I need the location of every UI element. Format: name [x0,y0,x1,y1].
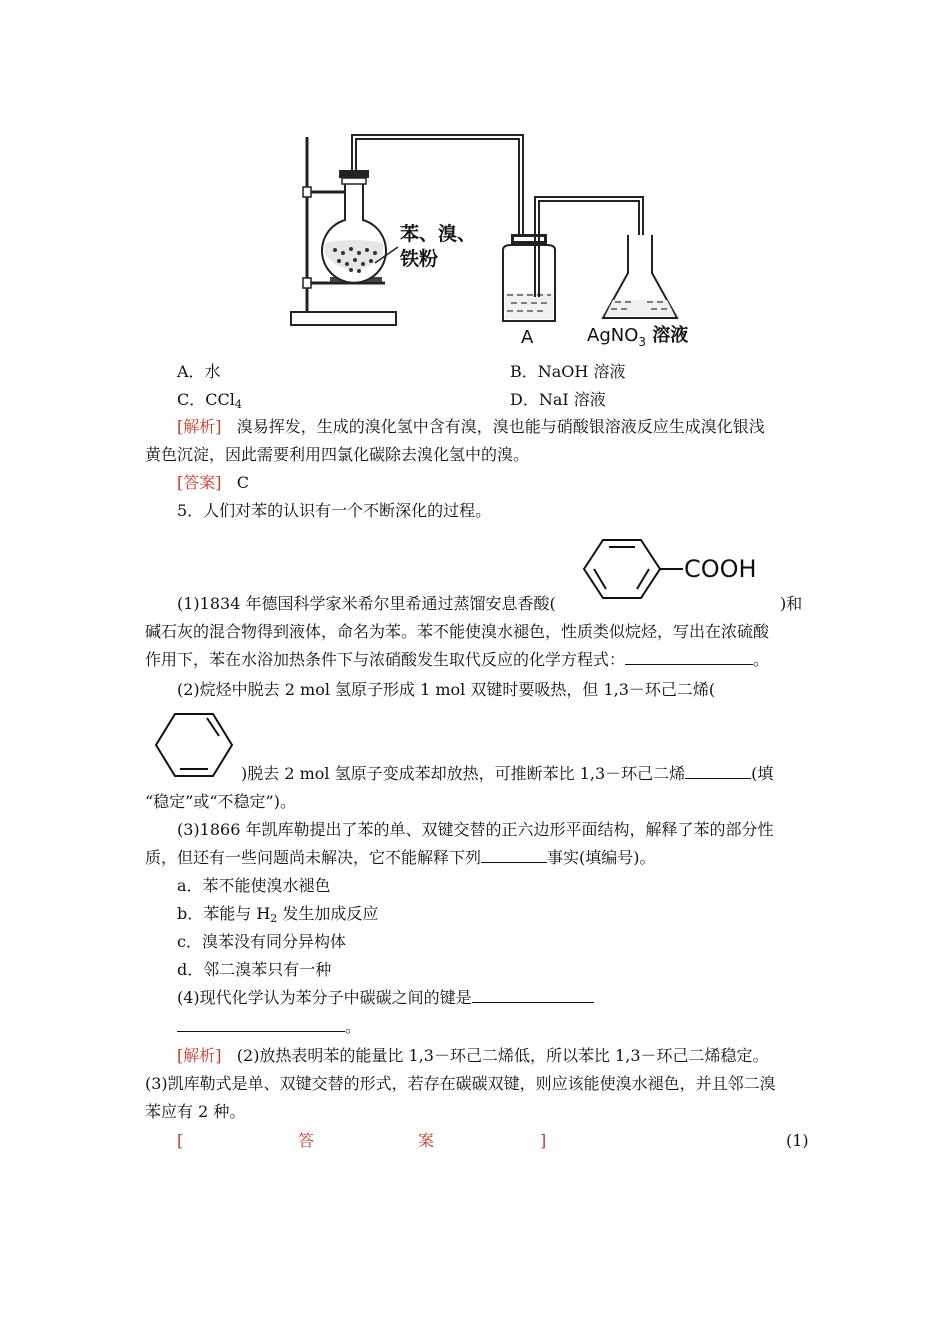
cyclohexadiene-structure [155,712,235,778]
option-d: D．NaI 溶液 [510,390,606,409]
q5-p1-line3: 作用下，苯在水浴加热条件下与浓硝酸发生取代反应的化学方程式： 。 [145,650,770,669]
answer-blank-equation[interactable] [625,650,753,665]
q5-item-c: c．溴苯没有同分异构体 [177,932,346,951]
answer-1: [答案] C [177,473,250,492]
answer-2-tail: (1) [786,1131,809,1150]
answer-2-char2: 案 [418,1131,435,1150]
analysis-2-line1: [解析] (2)放热表明苯的能量比 1,3－环己二烯低，所以苯比 1,3－环己二烯稳定。 [177,1046,769,1065]
q5-p3-line1: (3)1866 年凯库勒提出了苯的单、双键交替的正六边形平面结构，解释了苯的部分性 [177,820,774,839]
wash-bottle [503,234,555,321]
answer-2-char1: 答 [298,1131,315,1150]
option-c: C．CCl$_4$ [177,390,242,411]
q5-p1-line1a: (1)1834 年德国科学家米希尔里希通过蒸馏安息香酸( [177,594,556,613]
q5-title: 5．人们对苯的认识有一个不断深化的过程。 [177,501,492,520]
analysis-2-line3: 苯应有 2 种。 [145,1102,246,1121]
flask-label-line2: 铁粉 [400,248,439,270]
cooh-label: COOH [684,555,757,583]
q5-p1-line1b: )和 [780,594,803,613]
flask-label-line1: 苯、溴、 [400,223,477,245]
stand-base [291,312,396,325]
q5-item-b: b．苯能与 $H_2$ 发生加成反应 [177,904,379,925]
analysis-1-line1: [解析] 溴易挥发，生成的溴化氢中含有溴，溴也能与硝酸银溶液反应生成溴化银浅 [177,417,765,436]
q5-item-d: d．邻二溴苯只有一种 [177,960,332,979]
analysis-2-tag: [解析] [177,1046,222,1065]
q5-item-a: a．苯不能使溴水褪色 [177,876,331,895]
analysis-tag: [解析] [177,417,222,436]
answer-2-bracket-open: [ [177,1131,184,1150]
q5-p2-line1: (2)烷烃中脱去 2 mol 氢原子形成 1 mol 双键时要吸热，但 1,3－环己二烯( [177,680,716,699]
q5-p4-line2: 。 [177,1016,361,1038]
bottle-label: A [521,327,534,348]
benzoic-acid-structure [583,538,783,600]
answer-2-bracket-close: ] [540,1131,547,1150]
q5-p1-line2: 碱石灰的混合物得到液体，命名为苯。苯不能使溴水褪色，性质类似烷烃，写出在浓硫酸 [145,622,770,641]
q5-p4-line1: (4)现代化学认为苯分子中碳碳之间的键是 [177,987,594,1009]
analysis-2-line2: (3)凯库勒式是单、双键交替的形式，若存在碳碳双键，则应该能使溴水褪色，并且邻二溴 [145,1074,776,1093]
answer-tag: [答案] [177,473,222,492]
erlenmeyer-label: AgNO$_3$ 溶液 [587,325,689,349]
q5-p2-line3: “稳定”或“不稳定”)。 [145,792,296,811]
answer-blank-facts[interactable] [481,848,547,863]
q5-p3-line2: 质，但还有一些问题尚未解决，它不能解释下列 事实(填编号)。 [145,848,656,867]
analysis-1-line2: 黄色沉淀，因此需要利用四氯化碳除去溴化氢中的溴。 [145,445,530,464]
answer-blank-bond-2[interactable] [177,1017,345,1032]
q5-p2-line2: )脱去 2 mol 氢原子变成苯却放热，可推断苯比 1,3－环己二烯 (填 [241,764,774,783]
answer-blank-bond-1[interactable] [472,988,594,1003]
answer-blank-stability[interactable] [685,764,751,779]
option-b: B．NaOH 溶液 [510,362,626,381]
option-a: A．水 [177,362,221,381]
apparatus-figure [285,125,705,350]
erlenmeyer-flask [603,235,677,318]
round-bottom-flask [322,170,386,283]
